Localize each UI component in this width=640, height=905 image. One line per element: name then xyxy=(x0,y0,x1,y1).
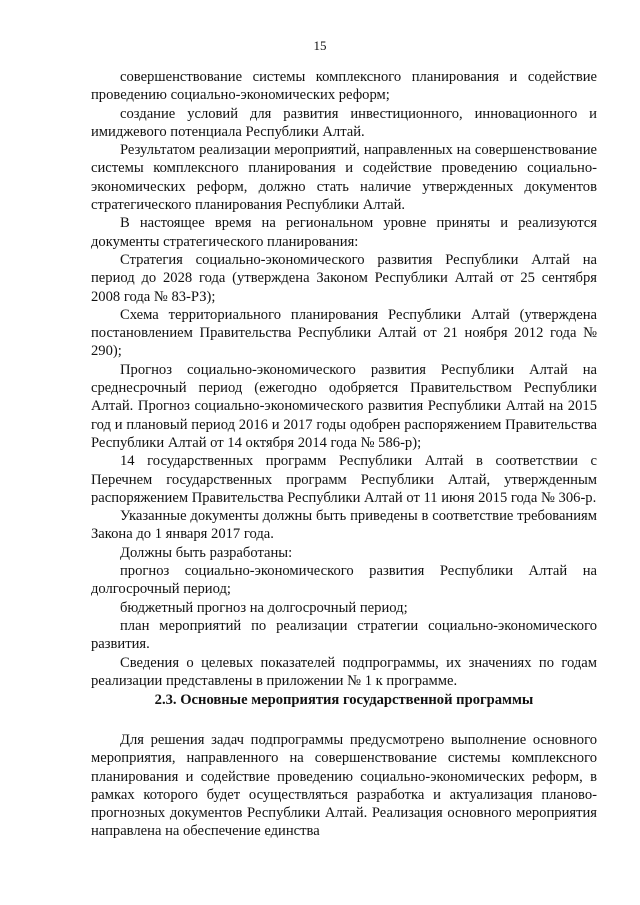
page-number: 15 xyxy=(313,38,327,53)
body-text xyxy=(91,68,597,690)
paragraph: план мероприятий по реализации стратегии социально-экономического развития. xyxy=(91,617,597,653)
paragraph: совершенствование системы комплексного планирования и содействие проведению социально-экономических реформ; xyxy=(91,69,597,104)
paragraph: Результатом реализации мероприятий, направленных на совершенствование системы комплексного планирования и содействие проведению социально-экономических реформ, должно стать наличие утвержденных документов стратегического планирования Республики Алтай. xyxy=(91,142,597,214)
section-body xyxy=(91,731,597,841)
paragraph: Должны быть разработаны: xyxy=(120,544,293,561)
paragraph: Для решения задач подпрограммы предусмотрено выполнение основного мероприятия, направленного на совершенствование системы комплексного планирования и содействие проведению социально-экономических реформ, в рамках которого будет осуществляться разработка и актуализация планово-прогнозных документов Республики Алтай. Реализация основного мероприятия направлена на обеспечение единства xyxy=(91,732,597,840)
paragraph: Сведения о целевых показателей подпрограммы, их значениях по годам реализации представлены в приложении № 1 к программе. xyxy=(91,654,597,689)
paragraph: Прогноз социально-экономического развития Республики Алтай на среднесрочный период (ежегодно одобряется Правительством Республики Алтай. Прогноз социально-экономического развития Республики Алтай на 2015 год и плановый период 2016 и 2017 годы одобрен распоряжением Правительства Республики Алтай от 14 октября 2014 года № 586-р); xyxy=(91,361,597,451)
paragraph: Указанные документы должны быть приведены в соответствие требованиям Закона до 1 января 2017 года. xyxy=(91,508,597,543)
paragraph: Стратегия социально-экономического развития Республики Алтай на период до 2028 года (утверждена Законом Республики Алтай от 25 сентября 2008 года № 83-РЗ); xyxy=(91,251,597,305)
paragraph: бюджетный прогноз на долгосрочный период; xyxy=(120,599,408,616)
paragraph: прогноз социально-экономического развития Республики Алтай на долгосрочный период; xyxy=(91,563,597,598)
paragraph: создание условий для развития инвестиционного, инновационного и имиджевого потенциала Республики Алтай. xyxy=(91,105,597,140)
section-heading: 2.3. Основные мероприятия государственной программы xyxy=(154,692,534,708)
paragraph: 14 государственных программ Республики Алтай в соответствии с Перечнем государственных программ Республики Алтай, утвержденным распоряжением Правительства Республики Алтай от 11 июня 2015 года № 306-р. xyxy=(91,453,597,506)
paragraph: В настоящее время на региональном уровне приняты и реализуются документы стратегического планирования: xyxy=(91,215,597,250)
paragraph: Схема территориального планирования Республики Алтай (утверждена постановлением Правительства Республики Алтай от 21 ноября 2012 года № 290); xyxy=(91,306,597,360)
